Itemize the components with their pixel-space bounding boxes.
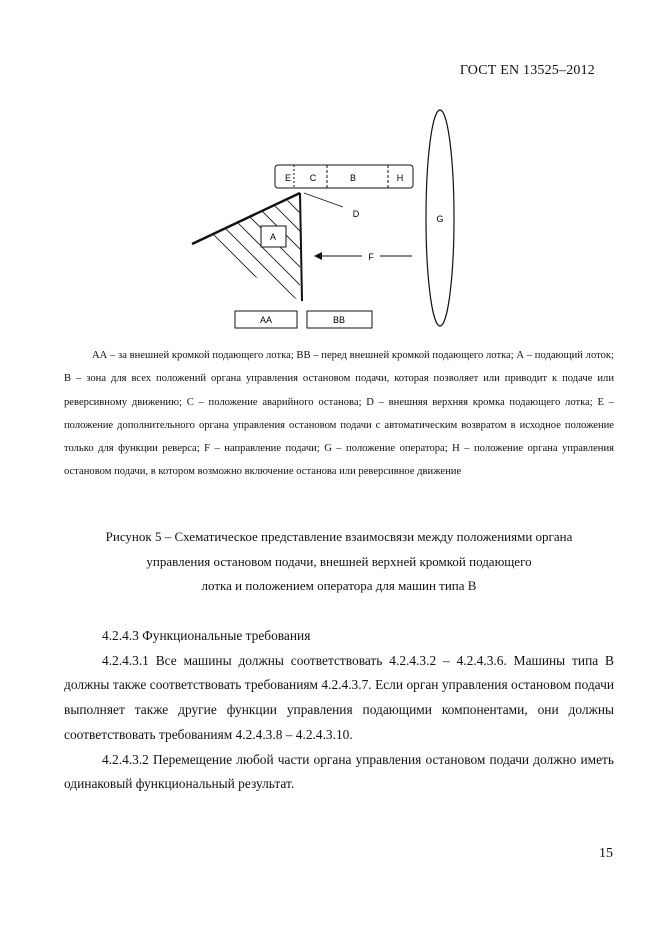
page-number: 15 [599, 846, 613, 861]
figure-legend [64, 344, 614, 484]
figure-caption [64, 525, 614, 599]
label-e: E [284, 173, 292, 183]
label-aa: AA [259, 315, 273, 325]
label-d: D [352, 209, 360, 219]
label-g: G [436, 214, 444, 224]
legend-text: АА – за внешней кромкой подающего лотка; ВВ – перед внешней кромкой подающего лотка; А – подающий лоток; В – зона для всех положений органа управления остановом подачи, которая позволяет или приводит к подаче или реверсивному движению; С – положение аварийного останова; D – внешняя верхняя кромка подающего лотка; Е – положение дополнительного органа управления остановом подачи с автоматическим возвратом в исходное положение только для функции реверса; F – направление подачи; G – положение оператора; Н – положение органа управления остановом подачи, в котором возможно включение останова или реверсивное движение [64, 350, 614, 478]
paragraph-4-2-4-3-2: 4.2.4.3.2 Перемещение любой части органа управления остановом подачи должно иметь одинаковый функциональный результат. [64, 751, 614, 792]
label-f: F [368, 252, 374, 262]
section-heading: 4.2.4.3 Функциональные требования [102, 628, 311, 643]
label-c: C [309, 173, 317, 183]
paragraph-4-2-4-3-1: 4.2.4.3.1 Все машины должны соответствовать 4.2.4.3.2 – 4.2.4.3.6. Машины типа В должны также соответствовать требованиям 4.2.4.3.7. Если орган управления остановом подачи выполняет также другие функции управления подающими компонентами, они должны соответствовать требованиям 4.2.4.3.8 – 4.2.4.3.10. [64, 652, 614, 742]
section-body [64, 624, 614, 797]
caption-line-2: управления остановом подачи, внешней верхней кромкой подающего [146, 553, 532, 569]
document-standard-header: ГОСТ EN 13525–2012 [459, 63, 595, 78]
feed-tray [180, 105, 330, 337]
caption-line-3: лотка и положением оператора для машин типа В [201, 578, 477, 593]
label-a: A [269, 232, 277, 242]
figure-5-diagram [180, 105, 460, 337]
caption-line-1: Рисунок 5 – Схематическое представление взаимосвязи между положениями органа [105, 529, 573, 544]
label-b: B [349, 173, 357, 183]
label-bb: BB [332, 315, 346, 325]
label-h: H [396, 173, 404, 183]
control-zone-bar [275, 165, 413, 188]
